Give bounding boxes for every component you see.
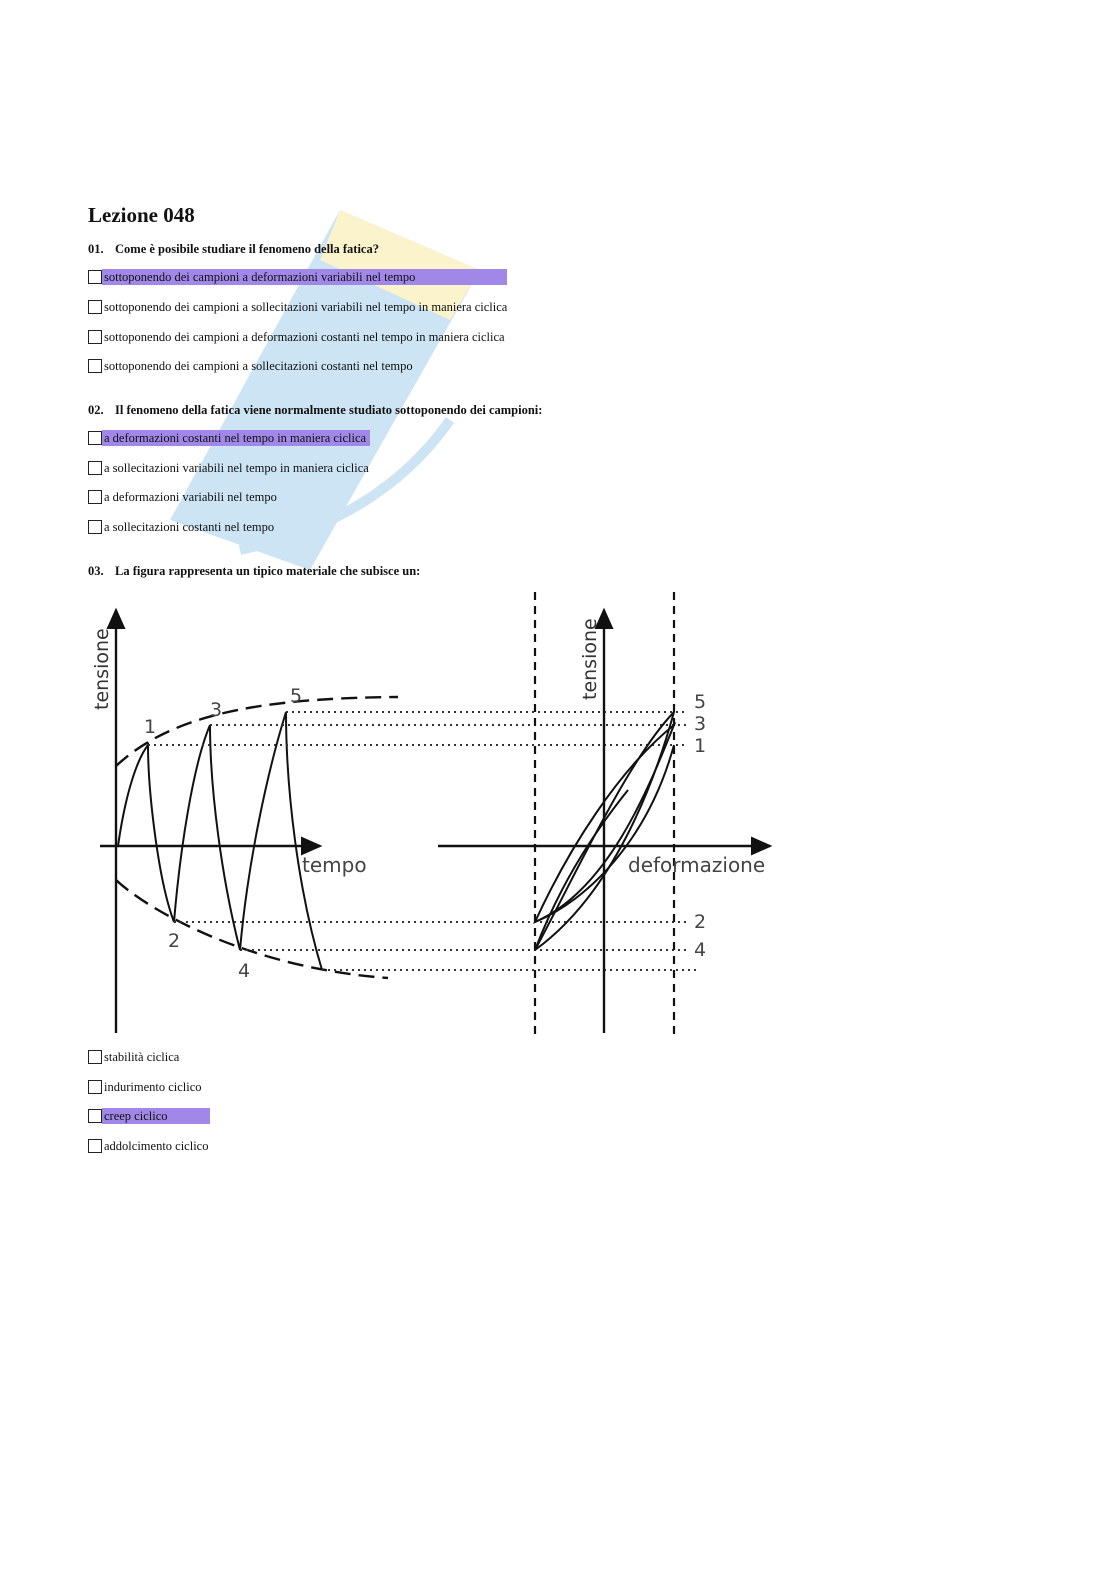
option-q1-a[interactable] xyxy=(88,268,507,286)
checkbox[interactable] xyxy=(88,359,102,373)
option-label: sottoponendo dei campioni a sollecitazioni costanti nel tempo xyxy=(104,359,413,373)
checkbox[interactable] xyxy=(88,431,102,445)
point-label-2: 2 xyxy=(168,930,181,952)
option-label: indurimento ciclico xyxy=(104,1080,202,1094)
left-plot xyxy=(91,610,398,1033)
checkbox[interactable] xyxy=(88,300,102,314)
right-x-axis-label: deformazione xyxy=(628,853,766,877)
option-q2-a[interactable] xyxy=(88,429,370,447)
level-label-5: 5 xyxy=(694,691,707,713)
checkbox[interactable] xyxy=(88,270,102,284)
option-q2-c[interactable] xyxy=(88,488,281,506)
upper-envelope xyxy=(116,697,398,766)
right-y-axis-label: tensione xyxy=(579,618,601,700)
question-text: Come è posibile studiare il fenomeno della fatica? xyxy=(115,242,379,256)
checkbox[interactable] xyxy=(88,461,102,475)
checkbox[interactable] xyxy=(88,1109,102,1123)
checkbox[interactable] xyxy=(88,330,102,344)
option-q3-a[interactable] xyxy=(88,1048,183,1066)
checkbox[interactable] xyxy=(88,490,102,504)
question-number: 01. xyxy=(88,242,104,256)
left-x-axis-label: tempo xyxy=(302,853,367,877)
checkbox[interactable] xyxy=(88,1050,102,1064)
checkbox[interactable] xyxy=(88,520,102,534)
option-q1-b[interactable] xyxy=(88,298,511,316)
option-label: a sollecitazioni variabili nel tempo in maniera ciclica xyxy=(104,461,369,475)
option-q2-b[interactable] xyxy=(88,459,373,477)
question-text: La figura rappresenta un tipico materiale che subisce un: xyxy=(115,564,421,578)
point-label-3: 3 xyxy=(210,699,223,721)
stress-time-curve xyxy=(118,712,322,970)
option-label: addolcimento ciclico xyxy=(104,1139,209,1153)
checkbox[interactable] xyxy=(88,1139,102,1153)
option-q1-c[interactable] xyxy=(88,328,509,346)
option-label: sottoponendo dei campioni a deformazioni variabili nel tempo xyxy=(102,269,507,285)
option-q3-d[interactable] xyxy=(88,1137,212,1155)
point-label-5: 5 xyxy=(290,685,303,707)
lower-envelope xyxy=(116,880,388,978)
option-q3-b[interactable] xyxy=(88,1078,206,1096)
level-label-4: 4 xyxy=(694,939,707,961)
right-plot xyxy=(438,592,770,1036)
point-label-1: 1 xyxy=(144,716,157,738)
option-label: creep ciclico xyxy=(102,1108,210,1124)
option-label: a deformazioni variabili nel tempo xyxy=(104,490,277,504)
page-title: Lezione 048 xyxy=(88,203,195,227)
option-label: a deformazioni costanti nel tempo in maniera ciclica xyxy=(102,430,370,446)
option-q1-d[interactable] xyxy=(88,357,417,375)
left-y-axis-label: tensione xyxy=(91,628,113,710)
level-guides xyxy=(148,712,698,970)
option-label: a sollecitazioni costanti nel tempo xyxy=(104,520,275,534)
option-q3-c[interactable] xyxy=(88,1107,210,1125)
level-label-3: 3 xyxy=(694,713,707,735)
question-number: 03. xyxy=(88,564,104,578)
level-label-1: 1 xyxy=(694,735,707,757)
question-01 xyxy=(88,242,379,257)
option-label: sottoponendo dei campioni a sollecitazioni variabili nel tempo in maniera ciclica xyxy=(104,300,508,314)
level-label-2: 2 xyxy=(694,911,707,933)
option-q2-d[interactable] xyxy=(88,518,278,536)
cyclic-creep-figure xyxy=(88,590,778,1038)
question-02 xyxy=(88,403,542,418)
question-text: Il fenomeno della fatica viene normalmente studiato sottoponendo dei campioni: xyxy=(115,403,543,417)
option-label: sottoponendo dei campioni a deformazioni costanti nel tempo in maniera ciclica xyxy=(104,330,505,344)
option-label: stabilità ciclica xyxy=(104,1050,180,1064)
question-03 xyxy=(88,564,420,579)
question-number: 02. xyxy=(88,403,104,417)
checkbox[interactable] xyxy=(88,1080,102,1094)
point-label-4: 4 xyxy=(238,960,251,982)
